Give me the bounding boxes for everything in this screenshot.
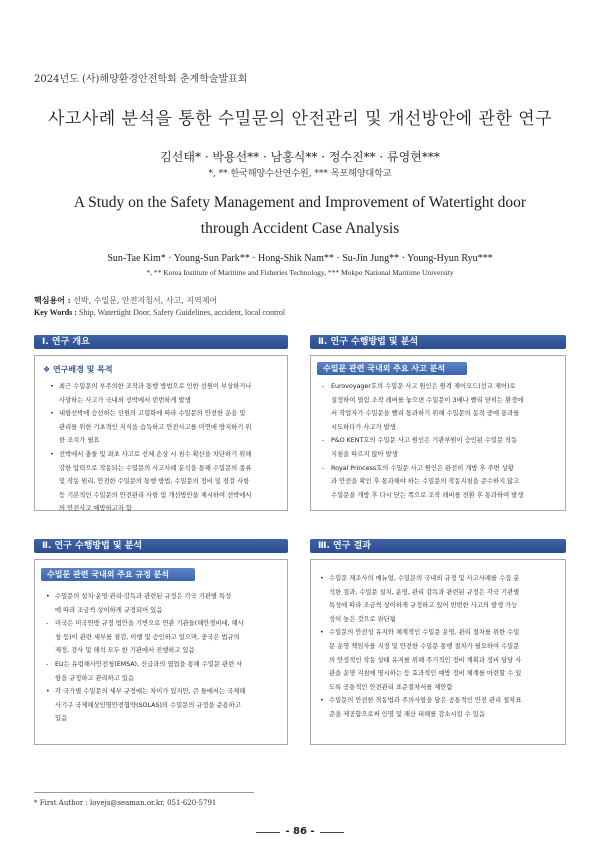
section-1-list — [49, 380, 281, 516]
list-item: 사기구 국제해상인명안전협약(SOLAS)의 수밀문의 규정을 준용하고 — [55, 701, 241, 709]
list-item: 석한 결과, 수밀문 설치, 운영, 관리 감독과 관련된 규정은 각국 기관별 — [329, 588, 520, 596]
list-item: 성이 높은 것으로 판단됨 — [329, 615, 396, 623]
list-item: 제정, 검사 및 해석 모두 한 기관에서 진행하고 있음 — [55, 647, 195, 655]
list-item: • 수밀문의 안전한 작동법과 주의사항을 담은 공통적인 안전 관리 절차표 — [319, 694, 561, 708]
list-item: 등 기본적인 수밀문의 안전관리 사항 및 개선방안을 제시하여 선박에서 — [59, 491, 252, 499]
keywords-korean-text: 선박, 수밀문, 안전지침서, 사고, 지역제어 — [73, 296, 218, 305]
list-item: 설정하여 열림 조작 레버를 놓으면 수밀문이 3배나 빨리 닫히는 환경에 — [331, 396, 524, 404]
section-3-box — [310, 559, 566, 745]
list-item: 관을 운영 지침에 명시하는 등 효과적인 예방 정비 체계를 마련할 수 있 — [329, 670, 522, 678]
list-item: 및 작동 원리, 안전한 수밀문의 통행 방법, 수밀문의 정비 및 점검 사항 — [59, 478, 250, 486]
page-number: - 86 - — [285, 826, 315, 837]
list-item: • 수밀문의 안전성 유지와 체계적인 수밀문 운영, 관리 절차를 위한 수밀 — [319, 626, 561, 640]
list-item: 에 따라 조금씩 상이하게 규정되어 있음 — [55, 606, 163, 614]
section-1-subtitle: ❖ 연구배경 및 목적 — [43, 365, 113, 374]
list-item: 도록 공통적인 안전관리 표준절차서를 제안함 — [329, 683, 453, 691]
korean-authors: 김선태* · 박용선** · 남홍식** · 정수진** · 류영현*** — [160, 150, 440, 164]
list-item: • 각 국가별 수밀문의 세부 규정에는 차이가 있지만, 큰 틀에서는 국제해 — [45, 685, 283, 699]
list-item: 시도하다가 사고가 발생 — [331, 423, 396, 431]
keywords-english-text: Ship, Watertight Door, Safety Guidelines, accident, local control — [78, 308, 286, 317]
list-item: - Eurovoyager호의 수밀문 사고 원인은 원격 제어모드(선교 제어)로 — [321, 380, 561, 394]
section-2-left-header: Ⅱ. 연구 수행방법 및 분석 — [34, 539, 288, 553]
list-item: - Royal Princess호의 수밀문 사고 원인은 완전히 개방 후 주변 상황 — [321, 462, 561, 476]
list-item: 항을 규정하고 관리하고 있음 — [55, 674, 134, 682]
list-item: 있음 — [55, 715, 68, 723]
list-item: 의 안정적인 작동 상태 유지를 위해 주기적인 정비 계획과 정비 담당 사 — [329, 656, 522, 664]
list-item: 관리를 위한 기초적인 지식을 습득하고 안전사고를 미연에 방지하기 위 — [59, 423, 252, 431]
accident-analysis-tab: 수밀문 관련 국내외 주요 사고 분석 — [317, 362, 467, 375]
keywords-english-label: Key Words : — [34, 308, 77, 317]
list-item: 청 등)이 관련 세부를 점검, 이행 및 승인하고 있으며, 중국은 법규의 — [55, 633, 240, 641]
section-2-right-list — [321, 380, 561, 502]
regulation-analysis-tab: 수밀문 관련 국내외 주요 규정 분석 — [41, 568, 195, 581]
list-item: 서 작업자가 수밀문을 빨리 통과하기 위해 수밀문의 동작 중에 통과를 — [331, 410, 520, 418]
list-item: - EU는 유럽해사안전청(EMSA), 선급과의 협업을 통해 수밀문 관련 사 — [45, 658, 283, 672]
list-item: 과 안전을 확인 후 통과해야 하는 수밀문의 작동지침을 준수하지 않고 — [331, 478, 520, 486]
list-item: • 선박에서 충돌 및 좌초 사고로 선체 손상 시 침수 확산을 차단하기 위해 — [49, 448, 281, 462]
section-2-left-box — [34, 559, 288, 745]
english-title-line1: A Study on the Safety Management and Improvement of Watertight door — [73, 194, 527, 211]
section-1-box — [34, 355, 288, 511]
list-item: 준을 제공함으로써 인명 및 재산 피해를 감소시킬 수 있음 — [329, 710, 485, 718]
section-2-left-list — [45, 590, 283, 726]
page-number-rule-right — [320, 832, 344, 833]
list-item: 의 안전사고 예방하고자 함 — [59, 505, 132, 513]
section-2-right-box — [310, 355, 566, 511]
conference-header: 2024년도 (사)해양환경안전학회 춘계학술발표회 — [34, 74, 248, 85]
korean-affiliation: *, ** 한국해양수산연수원, *** 목포해양대학교 — [208, 169, 392, 179]
list-item: • 수밀문 제조사의 매뉴얼, 수밀문의 국내외 규정 및 사고사례를 수집 분 — [319, 572, 561, 586]
english-title — [40, 190, 560, 242]
list-item: • 최근 수밀문의 부주의한 조작과 통행 방법으로 인한 선원이 부상하거나 — [49, 380, 281, 394]
footnote-divider — [34, 792, 254, 793]
list-item: 수밀문을 개방 후 다시 닫는 쪽으로 조작 레버를 전환 후 통과하여 발생 — [331, 491, 524, 499]
korean-title: 사고사례 분석을 통한 수밀문의 안전관리 및 개선방안에 관한 연구 — [47, 109, 553, 129]
english-authors: Sun-Tae Kim* · Young-Sun Park** · Hong-Shik Nam** · Su-Jin Jung** · Young-Hyun Ryu*** — [107, 253, 493, 264]
list-item: 문 운영 책임자를 지정 및 안전한 수밀문 통행 절차가 필요하여 수밀문 — [329, 642, 520, 650]
keywords-korean-label: 핵심용어 : — [34, 295, 71, 305]
section-3-header: Ⅲ. 연구 결과 — [310, 539, 566, 553]
list-item: • 내항선박에 승선하는 선원의 고령화에 따라 수밀문의 안전한 운용 및 — [49, 407, 281, 421]
list-item: - P&O KENT호의 수밀문 사고 원인은 기관부원이 승인된 수밀문 작동 — [321, 434, 561, 448]
keywords-korean — [34, 295, 217, 306]
list-item: 지침을 따르지 않아 발생 — [331, 450, 398, 458]
section-2-right-header: Ⅱ. 연구 수행방법 및 분석 — [310, 335, 566, 349]
list-item: 특성에 따라 조금씩 상이하게 규정하고 있어 빈번한 사고의 발생 가능 — [329, 602, 518, 610]
footnote: * First Author : lovejs@seaman.or.kr, 051-620-5791 — [34, 799, 217, 807]
list-item: 한 조치가 필요 — [59, 437, 100, 445]
list-item: 강한 압력으로 작동되는 수밀문의 사고사례 분석을 통해 수밀문의 종류 — [59, 464, 252, 472]
english-title-line2: through Accident Case Analysis — [200, 220, 400, 237]
english-affiliation: *, ** Korea Institute of Maritime and Fisheries Technology, *** Mokpo National Maritime University — [146, 268, 454, 277]
list-item: • 수밀문의 설치·운영·관리·감독과 관련된 규정은 각국 기관별 특성 — [45, 590, 283, 604]
keywords-english — [34, 308, 285, 317]
list-item: 사망하는 사고가 국내외 선박에서 빈번하게 발생 — [59, 396, 191, 404]
section-1-header: Ⅰ. 연구 개요 — [34, 335, 288, 349]
list-item: - 미국은 미국연방 규정 법안을 기반으로 연관 기관들(해안경비대, 해사 — [45, 617, 283, 631]
section-3-list — [319, 572, 561, 722]
